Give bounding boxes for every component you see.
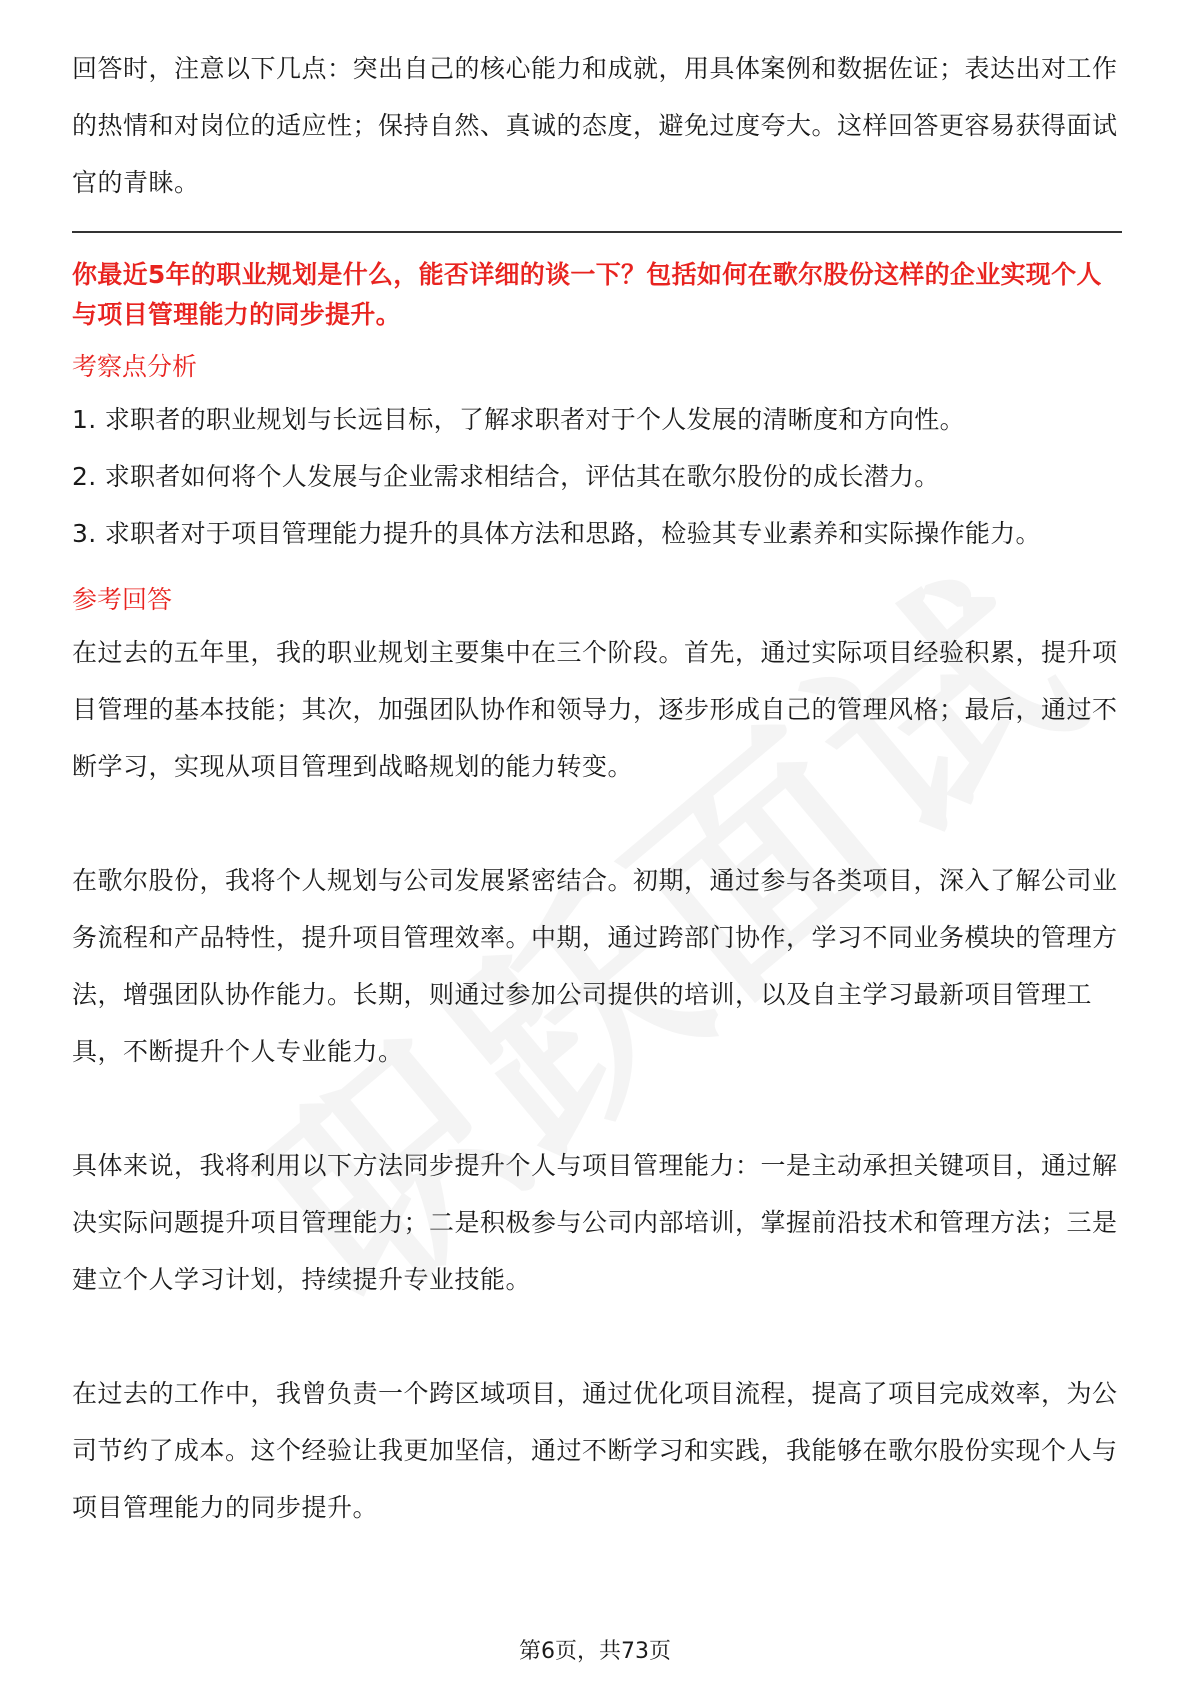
answer-paragraph-1: 在过去的五年里，我的职业规划主要集中在三个阶段。首先，通过实际项目经验积累，提升项目管理的基本技能；其次，加强团队协作和领导力，逐步形成自己的管理风格；最后，通过不断学习，实现从项目管理到战略规划的能力转变。	[72, 638, 1118, 781]
answer-paragraph-4: 在过去的工作中，我曾负责一个跨区域项目，通过优化项目流程，提高了项目完成效率，为公司节约了成本。这个经验让我更加坚信，通过不断学习和实践，我能够在歌尔股份实现个人与项目管理能力的同步提升。	[72, 1379, 1118, 1522]
question-heading: 你最近5年的职业规划是什么，能否详细的谈一下？包括如何在歌尔股份这样的企业实现个人与项目管理能力的同步提升。	[72, 260, 1102, 329]
analysis-title: 考察点分析	[72, 352, 198, 381]
section-divider	[72, 231, 1122, 233]
answer-paragraph-3: 具体来说，我将利用以下方法同步提升个人与项目管理能力：一是主动承担关键项目，通过解决实际问题提升项目管理能力；二是积极参与公司内部培训，掌握前沿技术和管理方法；三是建立个人学习计划，持续提升专业技能。	[72, 1151, 1118, 1294]
analysis-item-3: 3. 求职者对于项目管理能力提升的具体方法和思路，检验其专业素养和实际操作能力。	[72, 519, 1041, 548]
analysis-item-2: 2. 求职者如何将个人发展与企业需求相结合，评估其在歌尔股份的成长潜力。	[72, 462, 940, 491]
answer-paragraph-2: 在歌尔股份，我将个人规划与公司发展紧密结合。初期，通过参与各类项目，深入了解公司业务流程和产品特性，提升项目管理效率。中期，通过跨部门协作，学习不同业务模块的管理方法，增强团队协作能力。长期，则通过参加公司提供的培训，以及自主学习最新项目管理工具，不断提升个人专业能力。	[72, 866, 1118, 1066]
page-number: 第6页，共73页	[519, 1639, 671, 1664]
paragraph-gap	[72, 1308, 1122, 1365]
paragraph-gap	[72, 1080, 1122, 1137]
document-page	[72, 40, 1122, 1536]
answer-title: 参考回答	[72, 585, 173, 614]
analysis-item-1: 1. 求职者的职业规划与长远目标，了解求职者对于个人发展的清晰度和方向性。	[72, 405, 965, 434]
intro-paragraph: 回答时，注意以下几点：突出自己的核心能力和成就，用具体案例和数据佐证；表达出对工作的热情和对岗位的适应性；保持自然、真诚的态度，避免过度夸大。这样回答更容易获得面试官的青睐。	[72, 54, 1118, 197]
paragraph-gap	[72, 795, 1122, 852]
